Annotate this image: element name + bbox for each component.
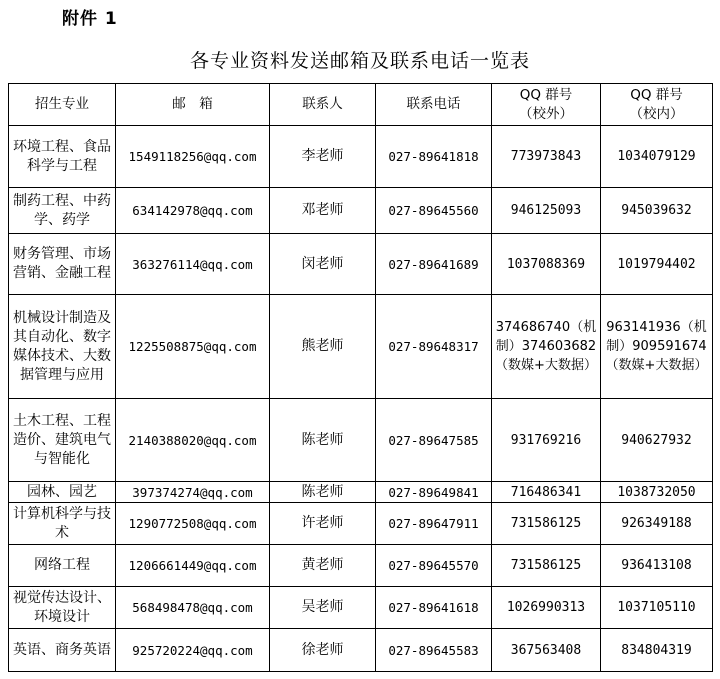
- cell-major: 网络工程: [9, 545, 116, 587]
- cell-email: 397374274@qq.com: [116, 482, 270, 503]
- cell-qq-external: 946125093: [492, 188, 601, 234]
- cell-qq-external: 1037088369: [492, 234, 601, 295]
- header-contact: 联系人: [270, 84, 376, 126]
- cell-contact: 许老师: [270, 503, 376, 545]
- header-qq-internal-line1: QQ 群号: [630, 86, 683, 103]
- cell-phone: 027-89645560: [376, 188, 492, 234]
- header-phone: 联系电话: [376, 84, 492, 126]
- cell-qq-external: 716486341: [492, 482, 601, 503]
- cell-qq-external: 773973843: [492, 126, 601, 188]
- table-row: [9, 126, 713, 188]
- cell-qq-external: 374686740（机制）374603682（数媒+大数据）: [492, 295, 601, 399]
- cell-major: 机械设计制造及其自动化、数字媒体技术、大数据管理与应用: [9, 295, 116, 399]
- cell-qq-external: 931769216: [492, 399, 601, 482]
- attachment-label: 附件 1: [62, 9, 118, 29]
- cell-email: 1290772508@qq.com: [116, 503, 270, 545]
- cell-phone: 027-89649841: [376, 482, 492, 503]
- page-title: 各专业资料发送邮箱及联系电话一览表: [189, 50, 530, 72]
- header-qq-external: [492, 84, 601, 126]
- cell-email: 1225508875@qq.com: [116, 295, 270, 399]
- table-row: [9, 629, 713, 672]
- table-row: [9, 503, 713, 545]
- table-row: [9, 482, 713, 503]
- table-row: [9, 234, 713, 295]
- cell-qq-internal: 1037105110: [601, 587, 713, 629]
- cell-phone: 027-89645570: [376, 545, 492, 587]
- cell-email: 1549118256@qq.com: [116, 126, 270, 188]
- cell-contact: 陈老师: [270, 482, 376, 503]
- cell-major: 环境工程、食品科学与工程: [9, 126, 116, 188]
- cell-phone: 027-89647911: [376, 503, 492, 545]
- table-row: [9, 188, 713, 234]
- cell-major: 土木工程、工程造价、建筑电气与智能化: [9, 399, 116, 482]
- table-row: [9, 545, 713, 587]
- cell-qq-internal: 834804319: [601, 629, 713, 672]
- cell-qq-internal: 940627932: [601, 399, 713, 482]
- cell-major: 计算机科学与技术: [9, 503, 116, 545]
- cell-qq-external: 731586125: [492, 503, 601, 545]
- cell-qq-internal: 963141936（机制）909591674（数媒+大数据）: [601, 295, 713, 399]
- cell-qq-internal: 1038732050: [601, 482, 713, 503]
- cell-major: 英语、商务英语: [9, 629, 116, 672]
- cell-phone: 027-89645583: [376, 629, 492, 672]
- cell-qq-internal: 926349188: [601, 503, 713, 545]
- cell-qq-internal: 1034079129: [601, 126, 713, 188]
- cell-phone: 027-89648317: [376, 295, 492, 399]
- cell-qq-external: 1026990313: [492, 587, 601, 629]
- cell-email: 634142978@qq.com: [116, 188, 270, 234]
- header-email: 邮 箱: [116, 84, 270, 126]
- cell-phone: 027-89647585: [376, 399, 492, 482]
- cell-email: 363276114@qq.com: [116, 234, 270, 295]
- cell-email: 568498478@qq.com: [116, 587, 270, 629]
- cell-email: 2140388020@qq.com: [116, 399, 270, 482]
- table-row: [9, 295, 713, 399]
- cell-contact: 吴老师: [270, 587, 376, 629]
- cell-major: 视觉传达设计、环境设计: [9, 587, 116, 629]
- header-qq-external-line1: QQ 群号: [519, 86, 573, 103]
- table-header-row: [9, 84, 713, 126]
- cell-qq-internal: 945039632: [601, 188, 713, 234]
- header-qq-internal-line2: （校内）: [629, 105, 684, 122]
- cell-contact: 邓老师: [270, 188, 376, 234]
- cell-major: 财务管理、市场营销、金融工程: [9, 234, 116, 295]
- cell-phone: 027-89641689: [376, 234, 492, 295]
- header-major: 招生专业: [9, 84, 116, 126]
- cell-qq-external: 367563408: [492, 629, 601, 672]
- cell-contact: 闵老师: [270, 234, 376, 295]
- header-qq-internal: [601, 84, 713, 126]
- table-row: [9, 587, 713, 629]
- cell-qq-internal: 1019794402: [601, 234, 713, 295]
- cell-major: 制药工程、中药学、药学: [9, 188, 116, 234]
- cell-contact: 徐老师: [270, 629, 376, 672]
- cell-contact: 熊老师: [270, 295, 376, 399]
- table-row: [9, 399, 713, 482]
- cell-email: 1206661449@qq.com: [116, 545, 270, 587]
- cell-qq-external: 731586125: [492, 545, 601, 587]
- cell-contact: 黄老师: [270, 545, 376, 587]
- cell-contact: 陈老师: [270, 399, 376, 482]
- contact-table: [8, 83, 713, 672]
- header-qq-external-line2: （校外）: [519, 105, 573, 122]
- cell-phone: 027-89641818: [376, 126, 492, 188]
- cell-phone: 027-89641618: [376, 587, 492, 629]
- cell-email: 925720224@qq.com: [116, 629, 270, 672]
- cell-major: 园林、园艺: [9, 482, 116, 503]
- cell-contact: 李老师: [270, 126, 376, 188]
- cell-qq-internal: 936413108: [601, 545, 713, 587]
